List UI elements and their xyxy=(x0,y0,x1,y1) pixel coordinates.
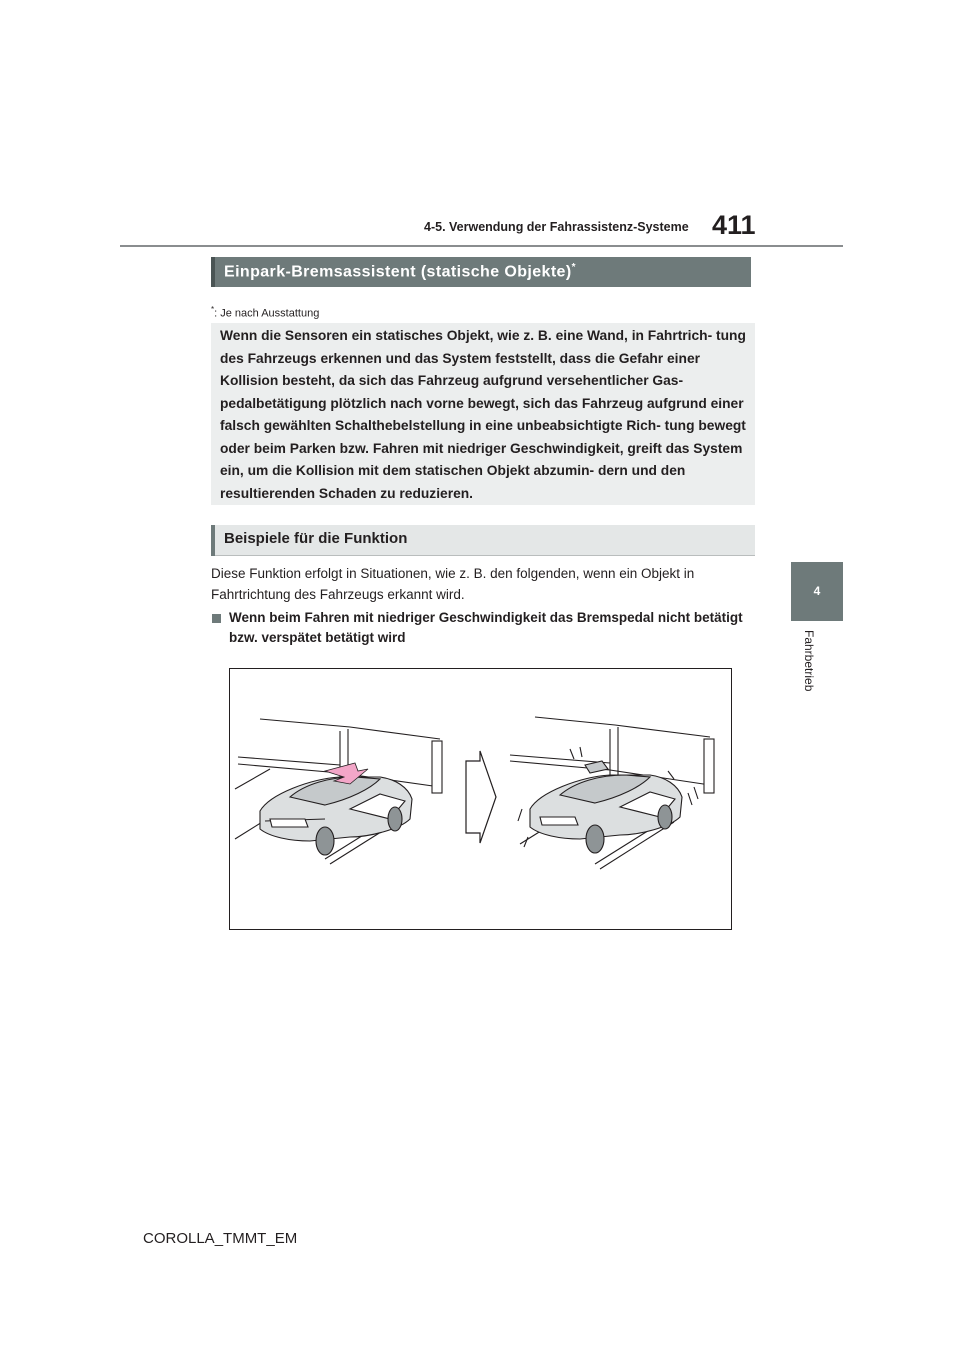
body-paragraph: Diese Funktion erfolgt in Situationen, wie z. B. den folgenden, wenn ein Objekt in Fahrtrichtung des Fahrzeugs erkannt wird. xyxy=(211,566,695,602)
section-title-text: Einpark-Bremsassistent (statische Objekte) xyxy=(224,263,572,281)
section-header: 4-5. Verwendung der Fahrassistenz-Systeme xyxy=(424,220,689,234)
example-heading-accent xyxy=(211,525,215,556)
footer-document-code: COROLLA_TMMT_EM xyxy=(143,1230,298,1247)
left-scene xyxy=(235,719,442,864)
title-asterisk: * xyxy=(571,262,576,273)
bullet-square-icon xyxy=(212,614,221,623)
wall-top-rail-left xyxy=(260,719,440,739)
chapter-label xyxy=(802,630,822,710)
title-accent xyxy=(211,257,215,287)
illustration-frame xyxy=(229,668,732,930)
footnote-mark: * xyxy=(211,305,215,314)
parking-illustration xyxy=(230,669,733,931)
bullet-item: Wenn beim Fahren mit niedriger Geschwindigkeit das Bremspedal nicht betätigt bzw. verspätet betätigt wird xyxy=(229,610,743,645)
chapter-tab: 4 xyxy=(791,562,843,621)
section-title xyxy=(224,262,576,281)
header-rule xyxy=(120,245,843,247)
page-number: 411 xyxy=(712,210,756,240)
example-heading: Beispiele für die Funktion xyxy=(224,530,408,547)
right-scene xyxy=(510,717,714,869)
footnote xyxy=(211,305,319,320)
transition-arrow-icon xyxy=(466,751,496,843)
intro-text: Wenn die Sensoren ein statisches Objekt, wie z. B. eine Wand, in Fahrtrich- tung des Fahrzeugs erkennen und das System feststellt, dass die Gefahr einer Kollision besteht, da sich das Fahrzeug aufgrund versehentlicher Gas- pedalbetätigung plötzlich nach vorne bewegt, sich das Fahrzeug aufgrund einer falsch gewählten Schalthebelstellung in eine unbeabsichtigte Rich- tung bewegt oder beim Parken bzw. Fahren mit niedriger Geschwindigkeit, greift das System ein, um die Kollision mit dem statischen Objekt abzumin- dern und den resultierenden Schaden zu reduzieren. xyxy=(220,328,746,501)
footnote-text: : Je nach Ausstattung xyxy=(214,307,320,320)
chapter-label-text: Fahrbetrieb xyxy=(802,630,816,692)
